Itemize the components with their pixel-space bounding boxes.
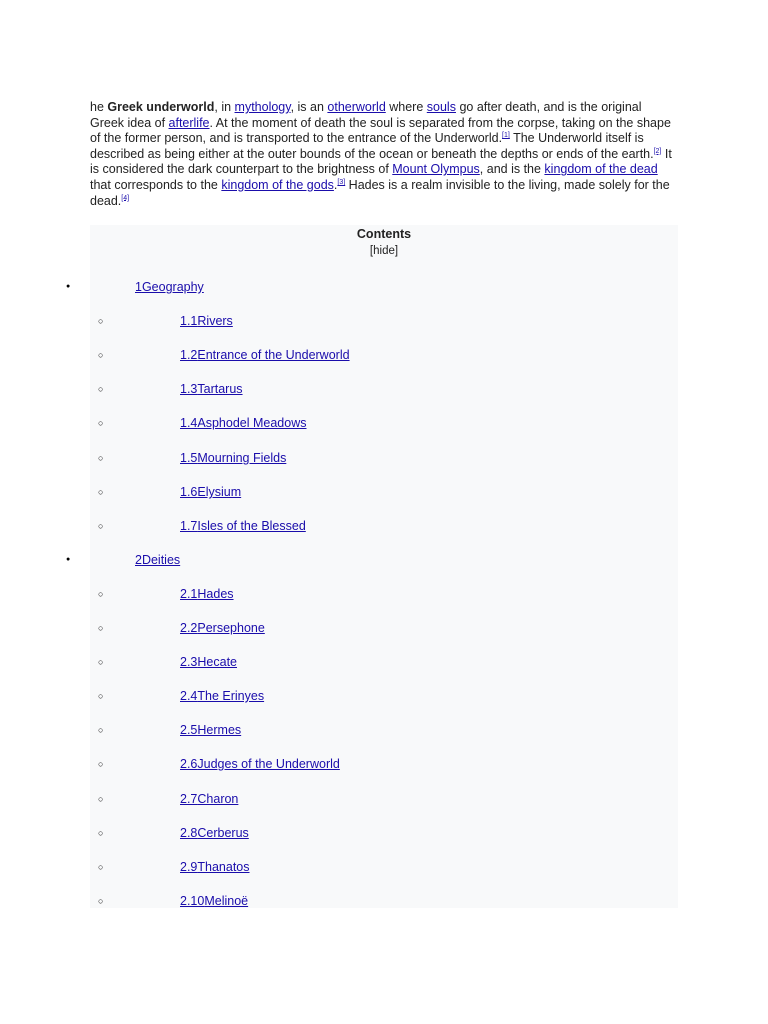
article-link[interactable]: Mount Olympus: [392, 162, 480, 177]
toc-item-number[interactable]: 1.1: [180, 314, 198, 328]
toc-item-number[interactable]: 2.1: [180, 587, 198, 601]
intro-text: , is an: [290, 100, 328, 114]
toc-item-number[interactable]: 1.2: [180, 348, 198, 362]
intro-text: .: [333, 177, 338, 192]
toc-item[interactable]: [0, 381, 700, 397]
intro-text: The Underworld itself is described as being either at the outer bounds of the ocean or beneath the depths or ends of the earth.: [90, 131, 654, 161]
toc-item-label[interactable]: Asphodel Meadows: [197, 416, 307, 430]
intro-text: , and is the: [479, 162, 545, 177]
toc-item-label[interactable]: Thanatos: [197, 860, 250, 874]
toc-item-label[interactable]: Cerberus: [197, 826, 249, 840]
toc-item-label[interactable]: Deities: [141, 553, 181, 567]
toc-item-number[interactable]: 2.3: [180, 655, 198, 669]
toc-item[interactable]: [0, 722, 700, 738]
toc-item[interactable]: [0, 756, 700, 772]
toc-item-number[interactable]: 2.6: [180, 757, 198, 771]
toc-item-label[interactable]: Hades: [197, 587, 234, 601]
reference-link[interactable]: [3]: [337, 178, 346, 186]
toc-item-number[interactable]: 2.7: [180, 792, 198, 806]
article-link[interactable]: afterlife: [168, 115, 210, 130]
toc-item[interactable]: [0, 279, 700, 295]
toc-item[interactable]: [0, 347, 700, 363]
toc-item-label[interactable]: Mourning Fields: [197, 451, 287, 465]
toc-item-label[interactable]: Hermes: [197, 723, 242, 737]
bullet-circle-icon: ○: [98, 487, 104, 497]
toc-item-label[interactable]: Melinoë: [204, 894, 249, 908]
bullet-circle-icon: ○: [98, 862, 104, 872]
bullet-disc-icon: ●: [66, 283, 71, 290]
toc-item[interactable]: [0, 791, 700, 807]
toc-item-label[interactable]: Charon: [197, 792, 239, 806]
toc-item-number[interactable]: 1.4: [180, 416, 198, 430]
toc-item-number[interactable]: 1.3: [180, 382, 198, 396]
intro-text: where: [385, 100, 427, 114]
intro-paragraph: [90, 100, 676, 209]
intro-text: It is considered the dark counterpart to the brightness of: [90, 146, 672, 177]
article-link[interactable]: kingdom of the gods: [221, 177, 334, 192]
toc-item[interactable]: [0, 450, 700, 466]
bullet-circle-icon: ○: [98, 828, 104, 838]
toc-item[interactable]: [0, 484, 700, 500]
bullet-circle-icon: ○: [98, 418, 104, 428]
toc-item-number[interactable]: 1: [135, 280, 142, 294]
bullet-circle-icon: ○: [98, 453, 104, 463]
intro-text: Hades is a realm invisible to the living, made solely for the dead.: [90, 177, 670, 208]
bullet-disc-icon: ●: [66, 556, 71, 563]
reference-link[interactable]: [2]: [653, 147, 662, 155]
toc-item-number[interactable]: 2.4: [180, 689, 198, 703]
intro-text: he: [90, 100, 108, 114]
article-link[interactable]: otherworld: [327, 100, 386, 114]
bullet-circle-icon: ○: [98, 384, 104, 394]
intro-text: , in: [214, 100, 235, 114]
bullet-circle-icon: ○: [98, 623, 104, 633]
toc-item-number[interactable]: 2.10: [180, 894, 205, 908]
intro-text: that corresponds to the: [90, 177, 222, 192]
toc-item[interactable]: [0, 825, 700, 841]
article-link[interactable]: kingdom of the dead: [544, 162, 658, 177]
toc-item[interactable]: [0, 654, 700, 670]
toc-item-label[interactable]: Entrance of the Underworld: [197, 348, 350, 362]
toc-item[interactable]: [0, 552, 700, 568]
toc-item-label[interactable]: Hecate: [197, 655, 237, 669]
toc-hide-toggle[interactable]: [hide]: [369, 245, 399, 257]
bullet-circle-icon: ○: [98, 896, 104, 906]
toc-item-label[interactable]: Persephone: [197, 621, 265, 635]
toc-item[interactable]: [0, 688, 700, 704]
toc-item[interactable]: [0, 586, 700, 602]
toc-item-number[interactable]: 2.8: [180, 826, 198, 840]
toc-item-number[interactable]: 2.5: [180, 723, 198, 737]
toc-item-number[interactable]: 1.5: [180, 451, 198, 465]
toc-item-label[interactable]: Elysium: [197, 485, 242, 499]
article-link[interactable]: mythology: [234, 100, 291, 114]
toc-item-number[interactable]: 2.2: [180, 621, 198, 635]
toc-item-label[interactable]: Judges of the Underworld: [197, 757, 340, 771]
toc-item[interactable]: [0, 313, 700, 329]
bullet-circle-icon: ○: [98, 521, 104, 531]
toc-item[interactable]: [0, 620, 700, 636]
toc-item-number[interactable]: 2.9: [180, 860, 198, 874]
bullet-circle-icon: ○: [98, 725, 104, 735]
toc-item-number[interactable]: 1.7: [180, 519, 198, 533]
bullet-circle-icon: ○: [98, 657, 104, 667]
toc-title: Contents: [356, 227, 412, 241]
reference-link[interactable]: [1]: [502, 132, 510, 140]
toc-item[interactable]: [0, 415, 700, 431]
bullet-circle-icon: ○: [98, 350, 104, 360]
intro-text: go after death, and is the original Greek idea of: [90, 100, 642, 130]
article-link[interactable]: souls: [426, 100, 456, 114]
toc-item[interactable]: [0, 893, 700, 909]
reference-link[interactable]: [4]: [121, 194, 130, 202]
bullet-circle-icon: ○: [98, 316, 104, 326]
toc-item[interactable]: [0, 518, 700, 534]
toc-item-label[interactable]: The Erinyes: [197, 689, 265, 703]
toc-item-label[interactable]: Geography: [141, 280, 204, 294]
toc-item-label[interactable]: Tartarus: [197, 382, 243, 396]
toc-item[interactable]: [0, 859, 700, 875]
intro-text: . At the moment of death the soul is separated from the corpse, taking on the shape of the former person, and is transported to the entrance of the Underworld.: [90, 115, 671, 146]
bullet-circle-icon: ○: [98, 691, 104, 701]
bullet-circle-icon: ○: [98, 794, 104, 804]
toc-item-label[interactable]: Rivers: [197, 314, 233, 328]
toc-item-number[interactable]: 1.6: [180, 485, 198, 499]
toc-item-label[interactable]: Isles of the Blessed: [197, 519, 306, 533]
article-subject: Greek underworld: [107, 100, 215, 114]
bullet-circle-icon: ○: [98, 759, 104, 769]
bullet-circle-icon: ○: [98, 589, 104, 599]
toc-item-number[interactable]: 2: [135, 553, 142, 567]
